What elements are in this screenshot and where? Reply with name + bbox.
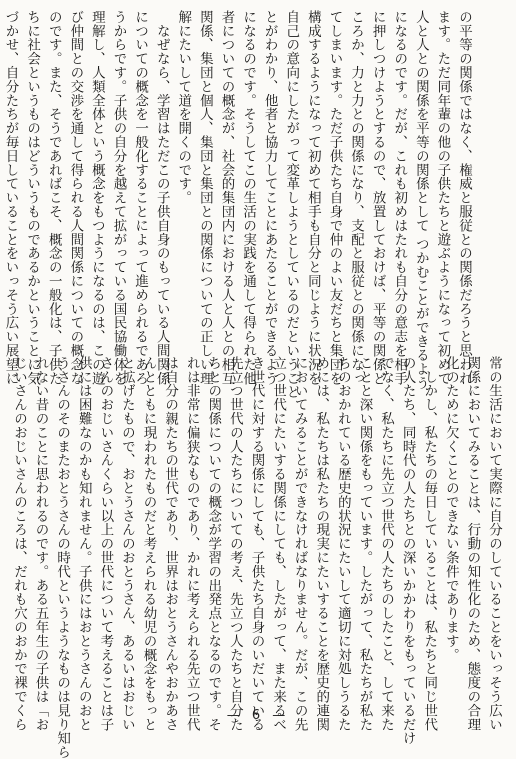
text-column: び仲間との交渉を通して得られる人間関係についての概念な: [67, 10, 84, 386]
text-column: じいさんのおじいさんのころは、だれも穴のおかで裸でくら: [10, 356, 27, 732]
text-column: になるのです。だが、これも初めはたれも自分の意志を相手: [391, 10, 408, 386]
text-column: の人たち、同時代の人たちとの深いかかわりをもっているだけ: [399, 356, 416, 746]
text-column: ます。ただ同年輩の他の子供たちと遊ぶようになって初めて: [434, 10, 451, 386]
text-column: 構成するようになって初めて相手も自分と同じように状況を: [304, 10, 321, 386]
text-column: 関係においてみることは、行動の知性化のため、態度の合理: [464, 356, 481, 732]
text-column: ちに社会というものはどういうものであるかということに気: [24, 10, 41, 386]
text-column: に押しつけようとするので、放置しておけば、平等の関係ど: [369, 10, 386, 386]
upper-text-block: [2, 10, 474, 400]
text-column: 理解し、人類全体という概念をもつようになるのは、この遊: [88, 10, 105, 386]
text-column: さんのおじいさんくらい以上の世代について考えることは子: [97, 356, 114, 732]
text-column: めには、私たちは私たちの現実にたいすることを歴史的連関: [313, 356, 330, 732]
text-column: うからです。子供の自分を越えて拡がっている国民協働体を: [110, 10, 127, 386]
text-column: うさんのそのまたおとうさんの時代というようなものは見り知ら: [54, 356, 71, 759]
text-column: てしまいます。ただ子供たち自身で仲のよい友だちと集団を: [326, 10, 343, 386]
text-column: 立つ世代にたいする関係にしても、したがって、また来るべ: [270, 356, 287, 732]
text-column: 関係、集団と個人、集団と集団との関係についての正しい理: [196, 10, 213, 386]
text-column: なぜなら、学習はただこの子供自身のもっている人間関係: [153, 10, 170, 386]
text-column: れない昔のことに思われるのです。ある五年生の子供は「お: [32, 356, 49, 732]
page-number: — 6 —: [226, 708, 290, 723]
text-column: の平等の関係ではなく、権威と服従との関係だろうと思われ: [456, 10, 472, 386]
text-column: 先立つ世代の人たちについての考え、先立つ人たちと自分た: [226, 356, 243, 732]
text-column: になるのです。そうしてこの生活の実践を通して得られた他: [240, 10, 257, 386]
text-column: 供には困難なのかも知れません。子供にはおとうさんのおと: [75, 356, 92, 732]
text-column: き世代に対する関係にしても、子供たち自身のいだいている: [248, 356, 265, 732]
text-column: しかし、私たちの毎日していることは、私たちと同じ世代: [421, 356, 438, 732]
text-column: でなく、私たちに先立つ世代の人たちのしたこと、して来た: [378, 356, 395, 732]
text-column: のです。また、そうであればこそ、概念の一般化は、子供た: [45, 10, 62, 386]
text-column: についての概念を一般化することによって進められるであろ: [132, 10, 149, 386]
text-column: ことと深い関係をもっています。したがって、私たちが私た: [356, 356, 373, 732]
text-column: ちとの関係についての概念が学習の出発点となるのです。そ: [205, 356, 222, 732]
lower-text-block: [10, 356, 504, 759]
text-column: れは非常に偏狭なものであり、かれに考えられる先立つ世代: [183, 356, 200, 732]
text-column: とがわかり、他者と協力してことにあたることができるよう: [261, 10, 278, 386]
text-column: においてみることができなければなりません。だが、この先: [291, 356, 308, 732]
text-column: と拡げたもので、おとうさんのおとうさん、あるいはおじい: [118, 356, 135, 732]
text-column: 常の生活において実際に自分のしていることをいっそう広い: [486, 356, 502, 732]
text-column: づかせ、自分たちが毎日していることをいっそう広い展望に: [2, 10, 19, 386]
text-column: 者についての概念が、社会的集団内における人と人との相互: [218, 10, 235, 386]
text-column: 解にたいして道を開くのです。: [175, 10, 192, 205]
text-column: 化のために欠くことのできない条件であります。: [442, 356, 459, 662]
text-column: んとともに現われたものだと考えられる幼児の概念をもっと: [140, 356, 157, 732]
text-column: ころか、力と力との関係になり、支配と服従との関係になっ: [348, 10, 365, 386]
text-column: ちのおかれている歴史的状況にたいして適切に対処しうるた: [334, 356, 351, 732]
text-column: 人と人との関係を平等の関係として つかむことができるよう: [412, 10, 429, 390]
text-column: 自己の意向にしたがって変革しようとしているのだということ: [283, 10, 300, 400]
text-column: は自分の親たちの世代であり、世界はおとうさんやおかあさ: [162, 356, 179, 732]
